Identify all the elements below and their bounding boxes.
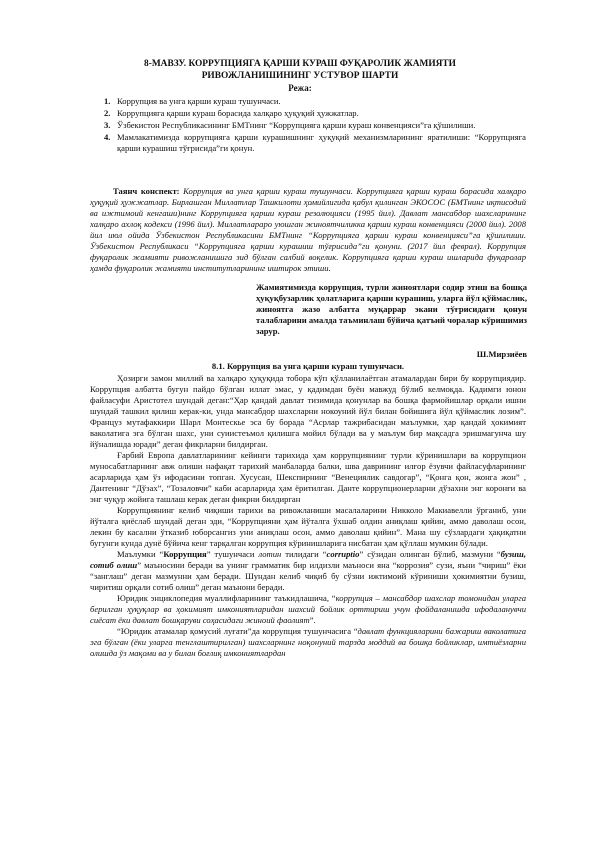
term-meaning: бузиш, сотиб олиш: [90, 549, 526, 570]
term-latin: лотин: [258, 549, 282, 559]
title-line-2: РИВОЖЛАНИШИНИНГ УСТУВОР ШАРТИ: [201, 71, 399, 81]
term-corruption: Коррупция: [163, 549, 207, 559]
text-run: ” тушунчаси: [206, 549, 259, 559]
plan-item: [104, 96, 526, 107]
section-body: [90, 373, 526, 659]
paragraph: Ғарбий Европа давлатларининг кейинги тарихида ҳам коррупциянинг турли кўринишлари ва коррупцион муносабатларнинг авж олиши нафақат тарихий манбаларда балки, шва даврининг илғор ёзувчи файласуфларининг асарларида ҳам ўз ифодасини топган. Хусусан, Шекспирнинг “Венециялик савдогар”, “Қонга қон, жонга жон” , Дантенинг “Дўзах”, “Тозаловчи” каби асарларида ҳам ёритилган. Данте коррупционерларни дўзахни энг коронғи ва энг чуқур жойига ташлаш керак деган фикрни билдирган: [90, 450, 526, 504]
definition-quote: коррупция – мансабдор шахслар томонидан уларга берилган ҳуқуқлар ва ҳокимият имкониятларидан шахсий бойлик орттириш учун фойдаланишда ифодаланувчи сиёсат ёки давлат бошқаруви соҳасидаги жиноий фаолият: [90, 593, 526, 625]
text-run: Юридик энциклопедия муаллифларининг таъкидлашича, “: [117, 593, 336, 603]
epigraph-quote: Жамиятимизда коррупция, турли жиноятлари содир этиш ва бошқа ҳуқуқбузарлик ҳолатларига қарши курашиш, уларга йўл қўймаслик, жиноятга жазо албатта муқаррар экани тўғрисидаги қонун талабларини амалда таъминлаш бўйича қатъий чоралар кўришимиз зарур.: [256, 282, 527, 336]
plan-item-text: Мамлакатимизда коррупцияга қарши курашишнинг ҳуқуқий механизмларининг яратилиши: “Коррупцияга қарши курашиш тўғрисида”ги қонун.: [117, 132, 526, 153]
text-run: ” сўзидан олинган бўлиб, мазмуни “: [359, 549, 501, 559]
plan-item-number: 1.: [104, 96, 111, 106]
plan-item-number: 4.: [104, 132, 111, 142]
text-run: тилидаги “: [281, 549, 327, 559]
paragraph: [90, 626, 526, 659]
section-heading: 8.1. Коррупция ва унга қарши кураш тушунчаси.: [211, 361, 405, 371]
paragraph: [90, 593, 526, 626]
text-run: ” маъносини беради ва унинг грамматик бир илдизли маъноси яна “коррозия” сузи, яъни “чириш” ёки “занглаш” деган мазмунни ҳам беради. Шундан келиб чиқиб бу сўзни ижтимоий кўриниши ҳокимиятни бузиш, чиритиш орқали сотиб олиш” деган маънони беради.: [90, 560, 526, 592]
plan-item: [104, 132, 526, 154]
paragraph: Коррупциянинг келиб чиқиши тарихи ва ривожланиши масалаларини Никколо Макиавелли ўрганиб, уни йўталга қиёслаб шундай деган эди, “Коррупцияни ҳам йўталга ўхшаб олдин аниқлаш қийин, аммо даволаш осон, лекин бу касални ўтказиб юборсангиз уни аниқлаш осон, аммо даволаш қийин”. Мана шу сўзлардаги ҳақиқатни бугунги кунда дунё бўйича кенг тарқалган коррупция кўринишларига нисбатан ҳам қўллаш мумкин бўлади.: [90, 505, 526, 548]
key-summary-label: Таянч конспект:: [113, 186, 180, 196]
plan-item-text: Коррупция ва унга қарши кураш тушунчаси.: [117, 96, 281, 106]
title-line-1: 8-МАВЗУ. КОРРУПЦИЯГА ҚАРШИ КУРАШ ФУҚАРОЛИК ЖАМИЯТИ: [144, 59, 456, 69]
plan-item-text: Коррупцияга қарши кураш борасида халқаро ҳуқуқий ҳужжатлар.: [117, 108, 359, 118]
plan-list: [104, 96, 526, 155]
text-run: “Юридик атамалар қомусий луғати”да коррупция тушунчасига “: [117, 626, 358, 636]
epigraph-author: Ш.Мирзиёев: [476, 349, 527, 359]
definition-quote: давлат функцияларини бажариш ваколатига эга бўлган (ёки уларга тенглаштирилган) шахсларнинг ноқонуний тарзда моддий ва бошқа бойликлар, имтиёзларни олишда ўз мақоми ва у билан боғлиқ имкониятлардан: [90, 626, 526, 658]
plan-item: [104, 108, 526, 119]
paragraph: [90, 549, 526, 593]
plan-item-number: 2.: [104, 108, 111, 118]
plan-item: [104, 120, 526, 131]
plan-item-text: Ўзбекистон Республикасининг БМТнинг “Коррупцияга қарши кураш конвенцияси”га қўшилиши.: [117, 120, 476, 130]
key-summary-text: Коррупция ва унга қарши кураш тушунчаси. Коррупцияга қарши кураш борасида халқаро ҳуқуқий ҳужжатлар. Бирлашган Миллатлар Ташкилоти ҳомийлигида қабул қилинган ЭКОСОС (БМТнинг иқтисодий ва ижтимоий кенгаши)нинг Коррупцияга қарши кураш резолюцияси (1995 йил). Давлат мансабдор шахсларининг халқаро ахлоқ кодекси (1996 йил). Миллатлараро уюшган жиноятчиликка қарши кураш конвенцияси (2000 йил). 2008 йил июл ойида Ўзбекистон Республикасини БМТнинг “Коррупцияга қарши кураш конвенцияси”га қўшилиши. Ўзбекистон Республикаси “Коррупцияга қарши курашиш тўғрисида”ги қонуни. (2017 йил феврал). Коррупция фуқаролик жамияти ривожланишига зид бўлган салбий воқелик. Коррупцияга қарши кураш ишларида фуқаролар ҳамда фуқаролик жамияти институтларининг иштирок этиши.: [90, 186, 526, 273]
plan-item-number: 3.: [104, 120, 111, 130]
key-summary: [90, 186, 526, 274]
document-title: [70, 58, 530, 82]
term-corruptio: corruptio: [326, 549, 360, 559]
paragraph: Ҳозирги замон миллий ва халқаро ҳуқуқида тобора кўп қўлланилаётган атамалардан бири бу коррупциядир. Коррупция албатта бугун пайдо бўлган иллат эмас, у қадимдан буён мавжуд бўлиб келмоқда. Қадимги юнон файласуфи Аристотел шундай деган:“Ҳар қандай давлат тизимида қонунлар ва бошқа фармойишлар орқали ишни шундай ташкил қилиш керак-ки, унда мансабдор шахсларни нокоуний йўл билан бойишига йўл қўймаслик лозим”. Француз мутафаккири Шарл Монтескье эса бу борада “Асрлар тажрибасидан маълумки, ҳар қандай ҳокимият ваколатига эга бўлган шахс, уни суиистеъмол қилишга мойил бўлади ва у маълум бир мақсадга эришмагунча шу йўналишда юради” деган фикрларни билдирган.: [90, 373, 526, 449]
plan-label: Режа:: [288, 83, 312, 93]
text-run: ”.: [309, 615, 316, 625]
text-run: Маълумки “: [117, 549, 164, 559]
